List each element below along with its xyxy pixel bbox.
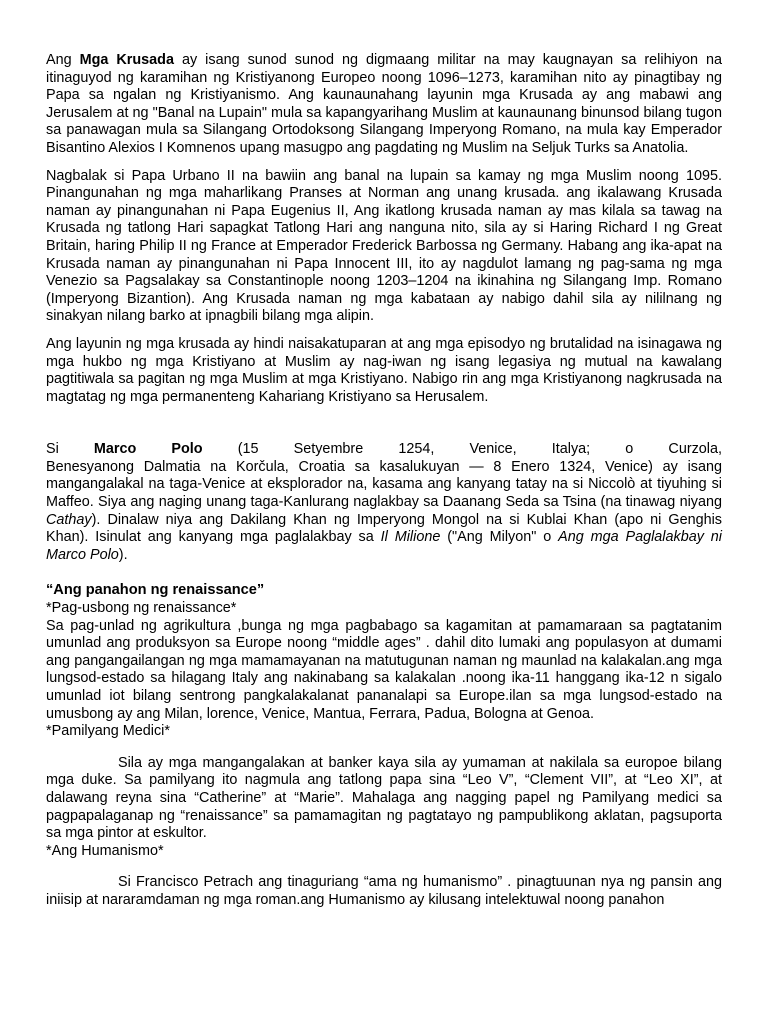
paragraph-krusada-history: Nagbalak si Papa Urbano II na bawiin ang banal na lupain sa kamay ng mga Muslim noong 1095. Pinangunahan ng mga maharlikang Pranses at Norman ang unang krusada. ang ikalawang Krusada naman ay pinangunahan ni Papa Eugenius II, Ang ikatlong krusada naman ay mas kilala sa tawag na Krusada ng tatlong Hari sapagkat Tatlong Hari ang nanguna nito, sila ay si Haring Richard I ng Great Britain, haring Philip II ng France at Emperador Frederick Barbossa ng Germany. Habang ang ika-apat na Krusada naman ay pinangunahan ni Papa Innocent III, ito ay nagdulot lamang ng pag-sama ng mga Venezio sa Pagsalakay sa Constantinople noong 1203–1204 na ikinahina ng Silangang Imp. Romano (Imperyong Bizantion). Ang Krusada naman ng mga kabataan ay nabigo dahil sila ay nililnang ng sinakyan nilang barko at ipnagbili bilang mga alipin.: [46, 167, 722, 325]
subheading-humanismo: *Ang Humanismo*: [46, 842, 164, 859]
marco-polo-first-line: Si Marco Polo (15 Setyembre 1254, Venice, Italya; o Curzola,: [46, 441, 723, 458]
marco-polo-body: Benesyanong Dalmatia na Korčula, Croatia sa kasalukuyan — 8 Enero 1324, Venice) ay isang mangangalakal na taga-Venice at eksplorador na, kasama ang kanyang tatay na si Niccolò at tiyuhing si Maffeo. Siya ang naging unang taga-Kanlurang naglakbay sa Daanang Seda sa Tsina (na tinawag niyang Cathay). Dinalaw niya ang Dakilang Khan ng Imperyong Mongol na si Kublai Khan (apo ni Genghis Khan). Isinulat ang kanyang mga paglalakbay sa Il Milione ("Ang Milyon" o Ang mga Paglalakbay ni Marco Polo).: [46, 458, 722, 563]
paragraph-pag-usbong: Sa pag-unlad ng agrikultura ,bunga ng mga pagbabago sa kagamitan at pamamaraan sa pagtatanim umunlad ang produksyon sa Europe noong “middle ages” . dahil dito lumaki ang populasyon at dumami ang pangangailangan ng mga mamamayanan na matutugunan naman ng maunlad na kalakalan.ang mga lungsod-estado sa hilagang Italy ang nakinabang sa kalakalan .noong ika-11 hanggang ika-12 n sigalo umunlad iot bilang sentrong pangkalakalanat pananalapi sa Europe.ilan sa mga lungsod-estado na umusbong ay ang Milan, lorence, Venice, Mantua, Ferrara, Padua, Bologna at Genoa.: [46, 617, 722, 722]
term-mga-krusada: Mga Krusada: [79, 52, 174, 68]
paragraph-krusada-result: Ang layunin ng mga krusada ay hindi naisakatuparan at ang mga episodyo ng brutalidad na isinagawa ng mga hukbo ng mga Kristiyano at Muslim ay nag-iwan ng isang legasiya ng mutual na kawalang pagtitiwala sa pagitan ng mga Muslim at mga Kristiyano. Nabigo rin ang mga Kristiyanong nagkrusada na magtatag ng mga permanenteng Kahariang Kristiyano sa Herusalem.: [46, 335, 722, 405]
paragraph-krusada-intro: Ang Mga Krusada ay isang sunod sunod ng digmaang militar na may kaugnayan sa relihiyon na itinaguyod ng karamihan ng Kristiyanong Europeo noong 1096–1273, karamihan nito ay pinagtibay ng Papa sa ngalan ng Kristiyanismo. Ang kaunaunahang layunin mga Krusada ay ang mabawi ang Jerusalem at ng "Banal na Lupain" mula sa kapangyarihang Muslim at kaunaunang binunsod bilang tugon sa panawagan mula sa Silangang Ortodoksong Silangang Imperyong Romano, na mula kay Emperador Bisantino Alexios I Komnenos upang masugpo ang pagdating ng Muslim na Seljuk Turks sa Anatolia.: [46, 52, 722, 156]
paragraph-humanismo: Si Francisco Petrach ang tinaguriang “ama ng humanismo” . pinagtuunan nya ng pansin ang iniisip at nararamdaman ng mga roman.ang Humanismo ay kilusang intelektuwal noong panahon: [46, 874, 722, 908]
subheading-medici: *Pamilyang Medici*: [46, 723, 170, 740]
subheading-pag-usbong: *Pag-usbong ng renaissance*: [46, 600, 237, 617]
heading-renaissance: “Ang panahon ng renaissance”: [46, 582, 265, 599]
paragraph-medici: Sila ay mga mangangalakan at banker kaya sila ay yumaman at nakilala sa europoe bilang mga duke. Sa pamilyang ito nagmula ang tatlong papa sina “Leo V”, “Clement VII”, at “Leo XI”, at dalawang reyna sina “Catherine” at “Marie”. Mahalaga ang nagging papel ng Pamilyang medici sa pagpapalaganap ng “renaissance” sa pamamagitan ng pagtatayo ng pampublikong aklatan, pagsuporta sa mga pintor at eskultor.: [46, 754, 722, 842]
name-marco-polo: Marco Polo: [93, 441, 203, 458]
document-page: [46, 52, 722, 910]
paragraph-marco-polo: [46, 441, 722, 564]
